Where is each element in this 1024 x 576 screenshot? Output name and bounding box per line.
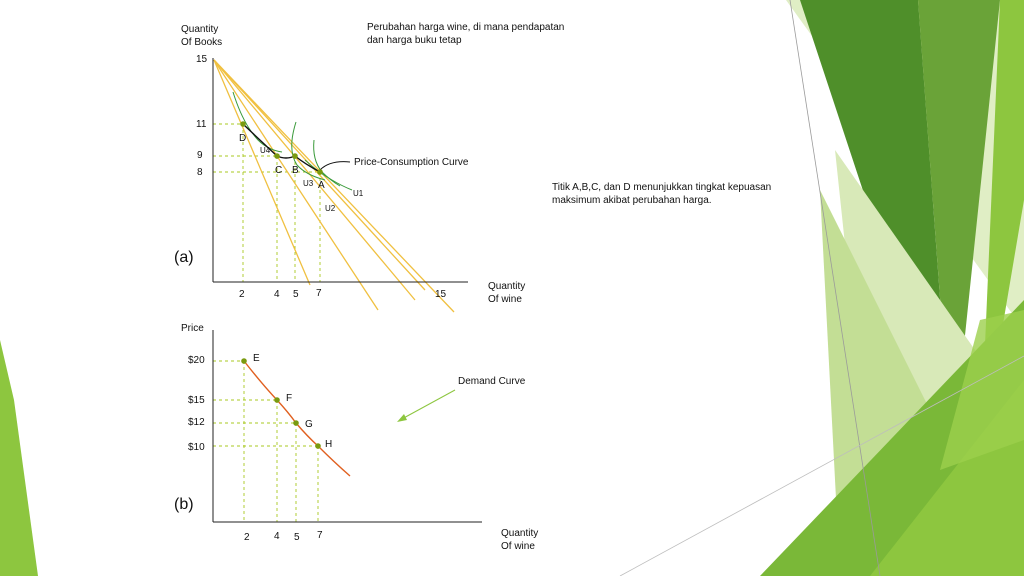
point-a-label: A: [318, 180, 325, 191]
panel-b-y-tick-15: $15: [188, 395, 205, 406]
budget-lines: [214, 60, 454, 312]
slide-title-line-2: dan harga buku tetap: [367, 35, 462, 46]
panel-a-y-tick-11: 11: [196, 119, 207, 130]
panel-b-x-axis-label-line-1: Quantity: [501, 528, 539, 539]
panel-a-diagram: [213, 58, 468, 312]
indifference-label-u2: U2: [325, 204, 336, 213]
slide-title-line-1: Perubahan harga wine, di mana pendapatan: [367, 22, 565, 33]
note-line-1: Titik A,B,C, dan D menunjukkan tingkat kepuasan: [552, 182, 772, 193]
point-h-label: H: [325, 439, 333, 450]
point-g-label: G: [305, 419, 313, 430]
panel-b-y-tick-20: $20: [188, 355, 205, 366]
right-decoration: [620, 0, 1024, 576]
point-b: [292, 153, 298, 159]
point-c-label: C: [275, 165, 283, 176]
panel-b-x-tick-4: 4: [274, 531, 280, 542]
panel-a-x-tick-5: 5: [293, 289, 299, 300]
panel-a-y-axis-label-line-2: Of Books: [181, 37, 223, 48]
panel-a-x-tick-2: 2: [239, 289, 245, 300]
panel-b-x-tick-5: 5: [294, 532, 300, 543]
panel-b-y-tick-12: $12: [188, 417, 205, 428]
indifference-label-u3: U3: [303, 179, 314, 188]
panel-b-y-tick-10: $10: [188, 442, 205, 453]
point-f-label: F: [286, 393, 293, 404]
point-d: [240, 121, 246, 127]
point-e-label: E: [253, 353, 260, 364]
panel-a-y-tick-15: 15: [196, 54, 208, 65]
panel-a-x-axis-label-line-2: Of wine: [488, 294, 522, 305]
demand-curve-arrowhead: [397, 414, 407, 422]
price-consumption-pointer: [320, 162, 350, 170]
panel-a-y-axis-label-line-1: Quantity: [181, 24, 219, 35]
panel-a-x-tick-7: 7: [316, 288, 322, 299]
demand-curve: [244, 361, 350, 476]
panel-b-x-axis-label-line-2: Of wine: [501, 541, 535, 552]
panel-a-x-axis-label-line-1: Quantity: [488, 281, 526, 292]
panel-b-y-axis-label: Price: [181, 323, 204, 334]
demand-curve-arrow: [400, 390, 455, 420]
panel-a-label: (a): [174, 249, 194, 266]
point-g: [293, 420, 299, 426]
panel-a-x-tick-15: 15: [435, 289, 447, 300]
left-green-band: [0, 340, 38, 576]
panel-a-y-tick-8: 8: [197, 167, 203, 178]
point-e: [241, 358, 247, 364]
point-b-label: B: [292, 165, 299, 176]
point-a: [317, 169, 323, 175]
panel-b-x-tick-2: 2: [244, 532, 250, 543]
note-line-2: maksimum akibat perubahan harga.: [552, 195, 712, 206]
indifference-label-u1: U1: [353, 189, 364, 198]
indifference-label-u4: U4: [260, 146, 271, 155]
panel-b-label: (b): [174, 496, 194, 513]
panel-a-y-tick-9: 9: [197, 150, 203, 161]
panel-b-guide-lines: [213, 361, 318, 522]
demand-curve-label: Demand Curve: [458, 376, 526, 387]
panel-a-x-tick-4: 4: [274, 289, 280, 300]
panel-b-x-tick-7: 7: [317, 530, 323, 541]
price-consumption-curve-label: Price-Consumption Curve: [354, 157, 469, 168]
point-h: [315, 443, 321, 449]
point-c: [274, 153, 280, 159]
point-d-label: D: [239, 133, 247, 144]
point-f: [274, 397, 280, 403]
